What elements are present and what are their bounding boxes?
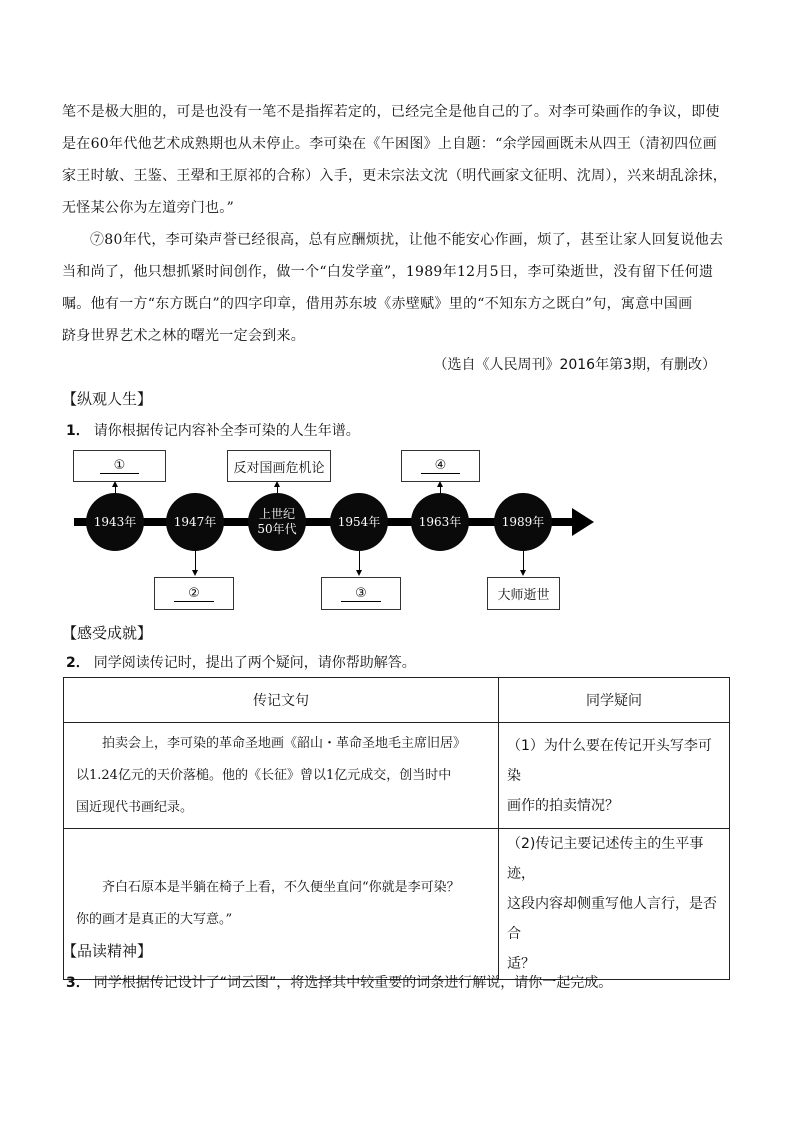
section-title-life: 【纵观人生】 — [62, 390, 153, 408]
connector-arrow-up — [112, 481, 118, 487]
timeline-node-1954: 1954年 — [330, 493, 388, 551]
timeline-node-1947: 1947年 — [166, 493, 224, 551]
passage-line: ⑦80年代，李可染声誉已经很高，总有应酬烦扰，让他不能安心作画，烦了，甚至让家人回复说他去 — [90, 232, 724, 248]
section-title-spirit: 【品读精神】 — [62, 942, 153, 960]
table-row — [64, 829, 730, 980]
cell-line: （2)传记主要记述传主的生平事迹， — [507, 836, 704, 882]
node-line: 上世纪 — [258, 507, 295, 521]
cell-line: 拍卖会上，李可染的革命圣地画《韶山・革命圣地毛主席旧居》 — [102, 735, 467, 751]
connector-arrow-down — [520, 570, 526, 576]
timeline-box-blank-1[interactable] — [73, 450, 166, 482]
timeline-node-1943: 1943年 — [86, 493, 144, 551]
question-text: 同学阅读传记时，提出了两个疑问，请你帮助解答。 — [93, 655, 416, 671]
answer-blank-3: ③ — [341, 586, 381, 602]
question-2 — [66, 652, 416, 672]
timeline-arrow-head — [572, 508, 594, 536]
question-3 — [66, 972, 612, 992]
question-number: 2． — [66, 655, 90, 671]
question-number: 1． — [66, 423, 90, 439]
table-cell-question — [499, 723, 730, 829]
passage-source: （选自《人民周刊》2016年第3期，有删改） — [433, 357, 716, 373]
timeline-box-label: 大师逝世 — [497, 588, 550, 603]
cell-line: 以1.24亿元的天价落槌。他的《长征》曾以1亿元成交，创当时中 — [76, 767, 452, 783]
cell-line: 齐白石原本是半躺在椅子上看，不久便坐直问“你就是李可染？ — [102, 880, 460, 895]
cell-line: 你的画才是真正的大写意。” — [76, 912, 233, 927]
table-cell-text — [64, 723, 499, 829]
table-cell-question — [499, 829, 730, 980]
answer-blank-1: ① — [100, 458, 140, 474]
passage-line: 无怪某公你为左道旁门也。” — [62, 200, 235, 216]
cell-line: 国近现代书画纪录。 — [76, 799, 194, 815]
passage-paragraph-6 — [62, 96, 734, 224]
timeline-node-1963: 1963年 — [411, 493, 469, 551]
connector-line — [277, 486, 278, 493]
connector-line — [440, 486, 441, 493]
timeline-box-blank-4[interactable] — [401, 450, 480, 482]
timeline-node-1950s — [248, 493, 306, 551]
qa-table — [63, 677, 730, 980]
timeline-box-label: 反对国画危机论 — [233, 460, 325, 476]
question-text: 请你根据传记内容补全李可染的人生年谱。 — [93, 423, 360, 439]
passage-line: 笔不是极大胆的，可是也没有一笔不是指挥若定的，已经完全是他自己的了。对李可染画作的争议，即使 — [62, 104, 720, 120]
passage-line: 是在60年代他艺术成熟期也从未停止。李可染在《午困图》上自题：“余学园画既未从四王（清初四位画 — [62, 136, 718, 152]
cell-line: 适？ — [507, 956, 535, 972]
cell-line: 画作的拍卖情况？ — [507, 797, 619, 814]
passage-line: 当和尚了，他只想抓紧时间创作，做一个“白发学童”，1989年12月5日，李可染逝世，没有留下任何遗 — [62, 264, 714, 280]
question-text: 同学根据传记设计了“词云图”，将选择其中较重要的词条进行解说，请你一起完成。 — [93, 975, 613, 991]
cell-line: （1）为什么要在传记开头写李可染 — [507, 737, 712, 784]
connector-arrow-down — [192, 570, 198, 576]
passage-line: 跻身世界艺术之林的曙光一定会到来。 — [62, 328, 306, 344]
passage-line: 嘱。他有一方“东方既白”的四字印章，借用苏东坡《赤壁赋》里的“不知东方之既白”句，寓意中国画 — [62, 296, 693, 312]
timeline-box-master-death — [487, 577, 560, 610]
connector-arrow-up — [274, 481, 280, 487]
column-header: 同学疑问 — [499, 678, 730, 723]
table-row — [64, 723, 730, 829]
passage-paragraph-7 — [62, 224, 734, 352]
question-1 — [66, 420, 360, 440]
connector-arrow-down — [356, 570, 362, 576]
section-title-achievement: 【感受成就】 — [62, 624, 153, 642]
life-timeline — [0, 440, 794, 620]
connector-arrow-up — [437, 481, 443, 487]
question-number: 3． — [66, 975, 90, 991]
timeline-node-1989: 1989年 — [494, 493, 552, 551]
answer-blank-4: ④ — [421, 458, 461, 474]
timeline-box-anti-crisis — [227, 450, 331, 482]
connector-line — [115, 486, 116, 493]
passage-line: 家王时敏、王鉴、王翚和王原祁的合称）入手，更未宗法文沈（明代画家文征明、沈周），兴来胡乱涂抹， — [62, 168, 728, 184]
timeline-box-blank-3[interactable] — [321, 577, 401, 610]
table-header-row — [64, 678, 730, 723]
node-line: 50年代 — [257, 522, 297, 536]
timeline-box-blank-2[interactable] — [154, 577, 234, 610]
column-header: 传记文句 — [64, 678, 499, 723]
cell-line: 这段内容却侧重写他人言行，是否合 — [507, 896, 717, 942]
answer-blank-2: ② — [174, 586, 214, 602]
